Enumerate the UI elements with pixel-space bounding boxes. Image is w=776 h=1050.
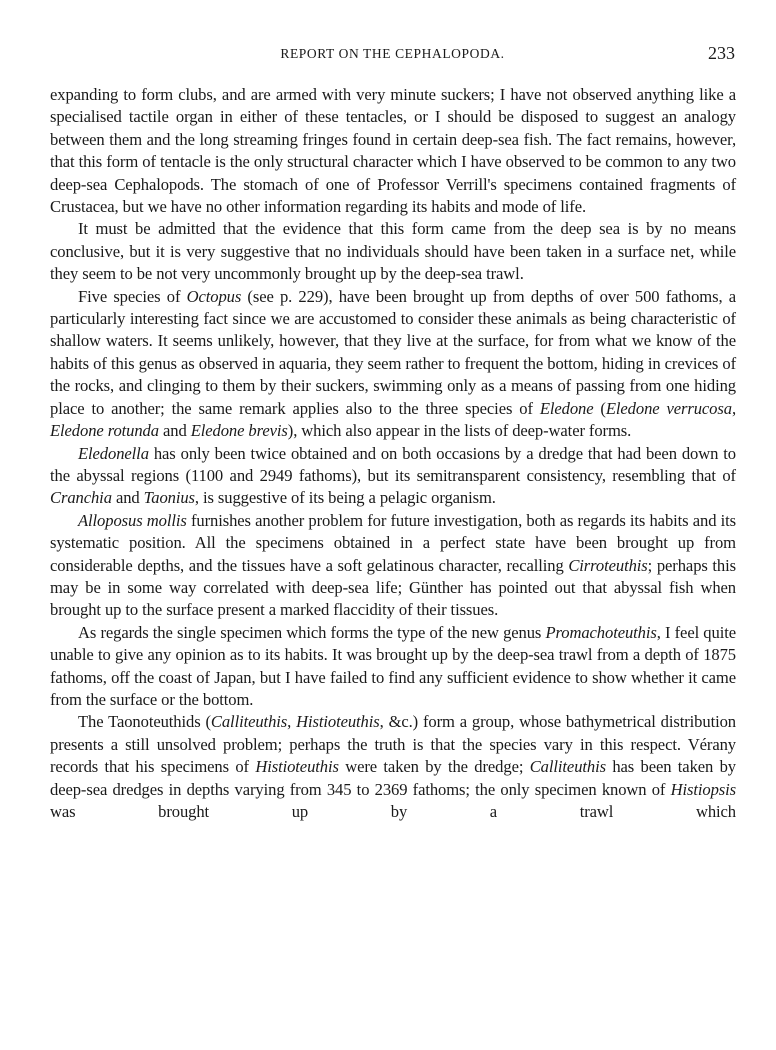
text-run: , &c.) form a group, whose bathymetrical distribution presents a still unsolved problem; perhaps the truth is that the species vary in this respect. Vérany records that his specimens of bbox=[50, 712, 736, 777]
taxon-name: Cranchia bbox=[50, 488, 112, 508]
paragraph-7 bbox=[50, 711, 736, 823]
text-run: , I feel quite unable to give any opinion as to its habits. It was brought up by the deep-sea trawl from a depth of 1875 fathoms, off the coast of Japan, but I have failed to find any sufficient evidence to show whether it came from the surface or the bottom. bbox=[50, 622, 736, 709]
body-text bbox=[50, 84, 736, 823]
taxon-name: Calliteuthis bbox=[210, 712, 288, 732]
text-run: and bbox=[158, 421, 191, 441]
paragraph-1 bbox=[50, 84, 736, 218]
taxon-name: Histioteuthis bbox=[296, 712, 380, 732]
text-run: expanding to form clubs, and are armed with very minute suckers; I have not observed anything like a specialised tactile organ in either of these tentacles, or I should be disposed to suggest an analogy between them and the long streaming fringes found in certain deep-sea fish. The fact remains, however, that this form of tentacle is the only structural character which I have observed to be common to any two deep-sea Cephalopods. The stomach of one of Professor Verrill's specimens contained fragments of Crustacea, but we have no other information regarding its habits and mode of life. bbox=[50, 85, 736, 217]
text-run: ; perhaps this may be in some way correlated with deep-sea life; Günther has pointed out that abyssal fish when brought up to the surface present a marked flaccidity of their tissues. bbox=[50, 555, 736, 620]
paragraph-5 bbox=[50, 510, 736, 622]
paragraph-3 bbox=[50, 286, 736, 443]
paragraph-6 bbox=[50, 622, 736, 712]
taxon-name: Alloposus mollis bbox=[78, 510, 187, 530]
taxon-name: Eledonella bbox=[78, 443, 149, 463]
text-run: It must be admitted that the evidence that this form came from the deep sea is by no means conclusive, but it is very suggestive that no individuals should have been taken in a surface net, while they seem to be not very uncommonly brought up by the deep-sea trawl. bbox=[50, 219, 736, 284]
taxon-name: Octopus bbox=[186, 286, 242, 306]
text-run: and bbox=[111, 488, 144, 508]
text-run: The Taonoteuthids ( bbox=[78, 712, 211, 732]
page-number: 233 bbox=[708, 43, 735, 63]
text-run: , is suggestive of its being a pelagic organism. bbox=[194, 488, 496, 508]
taxon-name: Eledone bbox=[539, 398, 594, 418]
taxon-name: Eledone brevis bbox=[190, 421, 288, 441]
paragraph-2 bbox=[50, 218, 736, 285]
text-run: has been taken by deep-sea dredges in depths varying from 345 to 2369 fathoms; the only specimen known of bbox=[50, 757, 736, 799]
taxon-name: Eledone rotunda bbox=[50, 421, 159, 441]
text-run: , bbox=[731, 398, 736, 418]
text-run: As regards the single specimen which forms the type of the new genus bbox=[78, 622, 546, 642]
paragraph-4 bbox=[50, 443, 736, 510]
text-run: ( bbox=[593, 398, 606, 418]
text-run: has only been twice obtained and on both occasions by a dredge that had been down to the abyssal regions (1100 and 2949 fathoms), but its semitransparent consistency, resembling that of bbox=[50, 443, 736, 485]
running-header bbox=[50, 43, 735, 68]
text-run: furnishes another problem for future investigation, both as regards its habits and its systematic position. All the specimens obtained in a perfect state have been brought up from considerable depths, and the tissues have a soft gelatinous character, recalling bbox=[50, 510, 736, 575]
text-run: Five species of bbox=[78, 286, 187, 306]
taxon-name: Histiopsis bbox=[670, 779, 736, 799]
text-run: , bbox=[287, 712, 297, 732]
taxon-name: Calliteuthis bbox=[529, 757, 606, 777]
text-run: (see p. 229), have been brought up from depths of over 500 fathoms, a particularly interesting fact since we are accustomed to consider these animals as being characteristic of shallow waters. It seems unlikely, however, that they live at the surface, for from what we know of the habits of this genus as observed in aquaria, they seem rather to frequent the bottom, hiding in crevices of the rocks, and clinging to them by their suckers, swimming only as a means of passing from one hiding place to another; the same remark applies also to the three species of bbox=[50, 286, 737, 418]
taxon-name: Cirroteuthis bbox=[568, 555, 648, 575]
running-title: REPORT ON THE CEPHALOPODA. bbox=[280, 46, 505, 61]
text-run: was brought up by a trawl which bbox=[50, 802, 736, 821]
taxon-name: Histioteuthis bbox=[255, 757, 339, 777]
taxon-name: Eledone verrucosa bbox=[605, 398, 732, 418]
taxon-name: Promachoteuthis bbox=[545, 622, 657, 642]
text-run: were taken by the dredge; bbox=[338, 757, 530, 777]
taxon-name: Taonius bbox=[143, 488, 195, 508]
text-run: ), which also appear in the lists of deep-water forms. bbox=[287, 421, 632, 441]
